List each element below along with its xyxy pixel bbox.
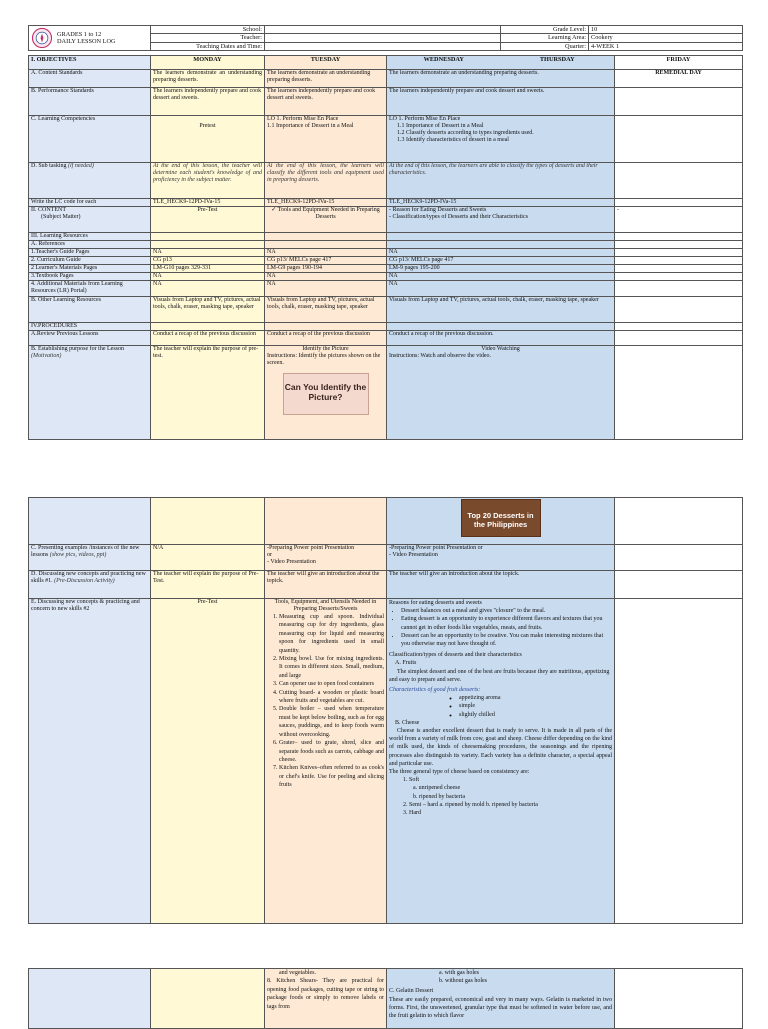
grade-level-value[interactable]: 10 [589, 26, 743, 34]
presenting-tue: -Preparing Power point Presentation or - Video Presentation [265, 545, 387, 571]
teacher-label: Teacher: [151, 34, 265, 42]
quarter-label: Quarter: [501, 42, 589, 50]
pretest-label: Pretest [199, 123, 216, 130]
other-resources-label: B. Other Learning Resources [29, 297, 151, 323]
lesson-table-3 [28, 968, 743, 1029]
lc-code-tue: TLE_HECK9-12PD-IVa-15 [265, 199, 387, 207]
list-item: • Dessert balances out a meal and gives "closure" to the meal. [401, 607, 612, 615]
lm-label: 2 Learner's Materials Pages [29, 265, 151, 273]
learning-area-label: Learning Area: [501, 34, 589, 42]
content-fri: - [615, 207, 743, 233]
cg-label: 2. Curriculum Guide [29, 257, 151, 265]
subtasking-mon: At the end of this lesson, the teacher will determine each student's knowledge of and proficiency in the subject matter. [151, 163, 265, 199]
list-item: • Eating dessert is an opportunity to experience different flavors and textures that you cannot get in other foods like vegetables, meats, and fruits. [401, 615, 612, 631]
list-item: 1. Measuring cup and spoon. Individual measuring cup for dry ingredients, glass measuring cup for liquid and measuring spoon for ingredients used in small quantity. [279, 613, 384, 655]
purpose-wed: Video Watching Instructions: Watch and observe the video. [387, 346, 615, 440]
quarter-value[interactable]: 4-WEEK 1 [589, 42, 743, 50]
tuesday-heading: TUESDAY [265, 56, 387, 70]
resources-label: III. Learning Resources [29, 233, 151, 241]
subtasking-label: D. Sub tasking (if needed) [29, 163, 151, 199]
performance-standards-mon: The learners independently prepare and cook dessert and sweets. [151, 88, 265, 116]
lr-portal-label: 4. Additional Materials from Learning Resources (LR) Portal) [29, 281, 151, 297]
page-3 [28, 968, 742, 1029]
list-item: 4. Cutting board- a wooden or plastic board where fruits and vegetables are cut. [279, 689, 384, 706]
content-standards-label: A. Content Standards [29, 70, 151, 88]
lesson-table-2: Top 20 Desserts in the Philippines C. Presenting examples /instances of the new lessons (show pics, videos, ppt) N/A -Preparing Power point Presentation or - Video Presentation -Preparing Power point Presentation or - Video Presentation D. Discussing new concepts and practicing new skills #1. (Pre-Discussion Activity) The teacher will explain the purpose of Pre-Test. The teacher will give an introduction about the topick. The teacher will give an introduction about the topick. E. Discussing new concepts & practicing and concern to new skills #2 Pre-Test Tools, Equipment, and Utensils Needed in Preparing Desserts/Sweets 1. Measuring cup and spoon. Individual measuring cup for dry ingredients, glass measuring cup for liquid and measuring spoon for ingredients used in small quantity. 2. Mixing bowl. Use for mixing ingredients. It comes in different sizes. Small, medium, and large 3. Can opener use to open food containers 4. Cutting board- a wooden or plastic board where fruits and vegetables are cut. 5. Double boiler – used when temperature must be kept below boiling, such as for egg sauces, puddings, and to keep foods warm without overcooking. 6. Grater– used to grate, shred, slice and separate foods such as carrots, cabbage and cheese. 7. Kitchen Knives–often referred to as cook's or chef's knife. Use for peeling and slicing fruits Reasons for eating desserts and sweets • Dessert balances out a meal and gives "closure" to the meal. • Eating dessert is an opportunity to experience different flavors and textures that you cannot get in other foods like vegetables, meats, and fruits. • Dessert can be an opportunity to be creative. You can make interesting mixtures that you otherwise may not have thought of. Classification/types of desserts and their characteristics A. Fruits The simplest dessert and one of the best are fruits because they are nutritious, appetizing and easy to prepare and serve. Characteristics of good fruit desserts: ◦ appetizing aroma ◦ simple ◦ slightly chilled B. Cheese Cheese is another excellent dessert that is ready to serve. It is made in all parts of the world from a variety of milk from cow, goat and sheep. Cheese differ depending on the kind of milk used, the kinds of cheesemaking procedures, the seasonings and the ripening processes also distinguish its variety. Each variety has a definite character, a special appeal and particular use. The three general type of cheese based on consistency are: 1. Soft a. unripened cheese b. ripened by bacteria 2. Semi – hard a. ripened by mold b. ripened by bacteria 3. Hard [28, 497, 743, 924]
list-item: • Dessert can be an opportunity to be creative. You can make interesting mixtures that you otherwise may not have thought of. [401, 632, 612, 648]
list-item: 6. Grater– used to grate, shred, slice and separate foods such as carrots, cabbage and cheese. [279, 739, 384, 764]
lc-code-wed: TLE_HECK9-12PD-IVa-15 [387, 199, 615, 207]
tg-label: 1.Teacher's Guide Pages [29, 249, 151, 257]
dates-value[interactable] [265, 42, 501, 50]
presenting-label: C. Presenting examples /instances of the new lessons (show pics, videos, ppt) [29, 545, 151, 571]
school-label: School: [151, 26, 265, 34]
friday-heading [615, 56, 743, 70]
learning-area-value[interactable]: Cookery [589, 34, 743, 42]
top-desserts-image: Top 20 Desserts in the Philippines [461, 499, 541, 537]
content-standards-tue: The learners demonstrate an understanding preparing desserts. [265, 70, 387, 88]
grade-level-label: Grade Level: [501, 26, 589, 34]
teacher-value[interactable] [265, 34, 501, 42]
content-standards-mon: The learners demonstrate an understanding preparing desserts. [151, 70, 265, 88]
page3-tue: and vegetables. 8. Kitchen Shears- They are practical for opening food packages, cutting tape or string to package foods or simply to remove labels or tags from [265, 969, 387, 1029]
friday-label: FRIDAY [666, 56, 691, 64]
page-2 [28, 497, 742, 924]
deped-seal-icon [31, 27, 53, 49]
remedial-day-label: REMEDIAL DAY [615, 70, 743, 88]
page-1 [28, 25, 742, 440]
competencies-tue [265, 116, 387, 163]
list-item: 3. Can opener use to open food containers [279, 680, 384, 688]
wed-thu-heading [387, 56, 615, 70]
competency-lo1: LO 1. Perform Mise En Place [267, 116, 339, 123]
subtasking-wed: At the end of this lesson, the learners are able to classify the types of desserts and their characteristics. [387, 163, 615, 199]
purpose-tue: Identify the Picture Instructions: Identify the pictures shown on the screen. Can You Identify the Picture? [265, 346, 387, 440]
discuss1-label: D. Discussing new concepts and practicing new skills #1. (Pre-Discussion Activity) [29, 571, 151, 599]
discuss2-mon: Pre-Test [151, 599, 265, 924]
thursday-heading: THURSDAY [539, 56, 575, 64]
top-desserts-cell [387, 498, 615, 545]
log-title: DAILY LESSON LOG [57, 38, 116, 45]
content-label: II. CONTENT (Subject Matter) [29, 207, 151, 233]
objectives-heading: I. OBJECTIVES [29, 56, 151, 70]
list-item: 2. Mixing bowl. Use for mixing ingredients. It comes in different sizes. Small, medium, and large [279, 655, 384, 680]
header-logo-cell [29, 26, 151, 51]
purpose-label: B. Establishing purpose for the Lesson (Motivation) [29, 346, 151, 440]
competency-lo1: LO 1. Perform Mise En Place [389, 116, 461, 123]
subtasking-tue: At the end of this lesson, the learners will classify the different tools and equipment used in preparing desserts. [265, 163, 387, 199]
school-value[interactable] [265, 26, 501, 34]
competencies-mon [151, 116, 265, 163]
page3-wed: a. with gas holes b. without gas holes C. Gelatin Dessert These are easily prepared, economical and very in many ways. Gelatin is marketed in two forms. First, the unsweetened, granular type that must be softened in water before use, and the fruit gelatin to which flavor [387, 969, 615, 1029]
presenting-wed: -Preparing Power point Presentation or - Video Presentation [387, 545, 615, 571]
textbook-label: 3.Textbook Pages [29, 273, 151, 281]
identify-picture-image: Can You Identify the Picture? [283, 373, 369, 415]
references-label: A. References [29, 241, 151, 249]
competencies-label: C. Learning Competencies [29, 116, 151, 163]
header-table [28, 25, 743, 51]
discuss2-wed: Reasons for eating desserts and sweets • Dessert balances out a meal and gives "closure" to the meal. • Eating dessert is an opportunity to experience different flavors and textures that you cannot get in other foods like vegetables, meats, and fruits. • Dessert can be an opportunity to be creative. You can make interesting mixtures that you otherwise may not have thought of. Classification/types of desserts and their characteristics A. Fruits The simplest dessert and one of the best are fruits because they are nutritious, appetizing and easy to prepare and serve. Characteristics of good fruit desserts: ◦ appetizing aroma ◦ simple ◦ slightly chilled B. Cheese Cheese is another excellent dessert that is ready to serve. It is made in all parts of the world from a variety of milk from cow, goat and sheep. Cheese differ depending on the kind of milk used, the kinds of cheesemaking procedures, the seasonings and the ripening processes also distinguish its variety. Each variety has a definite character, a special appeal and particular use. The three general type of cheese based on consistency are: 1. Soft a. unripened cheese b. ripened by bacteria 2. Semi – hard a. ripened by mold b. ripened by bacteria 3. Hard [387, 599, 615, 924]
lc-code-mon: TLE_HECK9-12PD-IVa-15 [151, 199, 265, 207]
lc-code-label: Write the LC code for each [29, 199, 151, 207]
reasons-list [389, 607, 612, 648]
performance-standards-tue: The learners independently prepare and cook dessert and sweets. [265, 88, 387, 116]
competency-1-2: 1.2 Classify desserts according to types ingredients used. [397, 130, 534, 137]
content-tue: ✓ Tools and Equipment Needed in Preparing Desserts [265, 207, 387, 233]
tools-list [267, 613, 384, 790]
list-item: ◦ simple [459, 702, 612, 710]
content-wed: - Reason for Eating Desserts and Sweets - Classification/types of Desserts and their Characteristics [387, 207, 615, 233]
discuss2-tue: Tools, Equipment, and Utensils Needed in Preparing Desserts/Sweets 1. Measuring cup and spoon. Individual measuring cup for dry ingredients, glass measuring cup for liquid and measuring spoon for ingredients used in small quantity. 2. Mixing bowl. Use for mixing ingredients. It comes in different sizes. Small, medium, and large 3. Can opener use to open food containers 4. Cutting board- a wooden or plastic board where fruits and vegetables are cut. 5. Double boiler – used when temperature must be kept below boiling, such as for egg sauces, puddings, and to keep foods warm without overcooking. 6. Grater– used to grate, shred, slice and separate foods such as carrots, cabbage and cheese. 7. Kitchen Knives–often referred to as cook's or chef's knife. Use for peeling and slicing fruits [265, 599, 387, 924]
monday-heading: MONDAY [151, 56, 265, 70]
wednesday-heading: WEDNESDAY [423, 56, 464, 64]
list-item: 5. Double boiler – used when temperature must be kept below boiling, such as for egg sauces, puddings, and to keep foods warm without overcooking. [279, 705, 384, 739]
competency-1-3: 1.3 Identify characteristics of dessert in a meal [397, 137, 509, 144]
content-standards-wed: The learners demonstrate an understanding preparing desserts. [387, 70, 615, 88]
characteristics-list [389, 694, 612, 719]
grades-title: GRADES 1 to 12 [57, 30, 102, 38]
lesson-table-1: I. OBJECTIVES MONDAY TUESDAY WEDNESDAY THURSDAY FRIDAY A. Content Standards The learners demonstrate an understanding preparing desserts. The learners demonstrate an understanding preparing desserts. The learners demonstrate an understanding preparing desserts. REMEDIAL DAY B. Performance Standards The learners independently prepare and cook dessert and sweets. The learners independently prepare and cook dessert and sweets. The learners independently prepare and cook dessert and sweets. C. Learning Competencies Pretest LO 1. Perform Mise En Place 1.1 Importance of Dessert in a Meal LO 1. Perform Mise En Place 1.1 Importance of Dessert in a Meal 1.2 Classify desserts according to types ingredients used. 1.3 Identify characteristics of dessert in a meal D. Sub tasking (if needed) At the end of this lesson, the teacher will determine each student's knowledge of and proficiency in the subject matter. At the end of this lesson, the learners will classify the different tools and equipment used in preparing desserts. At the end of this lesson, the learners are able to classify the types of desserts and their characteristics. Write the LC code for each TLE_HECK9-12PD-IVa-15 TLE_HECK9-12PD-IVa-15 TLE_HECK9-12PD-IVa-15 II. CONTENT (Subject Matter) Pre-Test ✓ Tools and Equipment Needed in Preparing Desserts - Reason for Eating Desserts and Sweets - Classification/types of Desserts and their Characteristics - III. Learning Resources A. References 1.Teacher's Guide Pages NA NA NA 2. Curriculum Guide CG p13 CG p13/ MELCs page 417 CG p13/ MELCs page 417 2 Learner's Materials Pages LM-G10 pages 329-331 LM-G9 pages 190-194 LM-9 pages 195-200 3.Textbook Pages NA NA NA 4. Additional Materials from Learning Resources (LR) Portal) NA NA NA B. Other Learning Resources Visuals from Laptop and TV, pictures, actual tools, chalk, eraser, masking tape, speaker Visuals from Laptop and TV, pictures, actual tools, chalk, eraser, masking tape, speaker Visuals from Laptop and TV, pictures, actual tools, chalk, eraser, masking tape, speaker IV.PROCEDURES A.Review Previous Lessons Conduct a recap of the previous discussion Conduct a recap of the previous discussion Conduct a recap of the previous discussion. B. Establishing purpose for the Lesson (Motivation) The teacher will explain the purpose of pre-test. Identify the Picture Instructions: Identify the pictures shown on the screen. Can You Identify the Picture? Video Watching Instructions: Watch and observe the video. [28, 55, 743, 440]
review-label: A.Review Previous Lessons [29, 331, 151, 346]
discuss2-label: E. Discussing new concepts & practicing and concern to new skills #2 [29, 599, 151, 924]
competency-1-1: 1.1 Importance of Dessert in a Meal [397, 123, 484, 130]
list-item: ◦ slightly chilled [459, 711, 612, 719]
competency-1-1: 1.1 Importance of Dessert in a Meal [267, 123, 354, 130]
competencies-wed [387, 116, 615, 163]
performance-standards-wed: The learners independently prepare and cook dessert and sweets. [387, 88, 615, 116]
list-item: 7. Kitchen Knives–often referred to as cook's or chef's knife. Use for peeling and slicing fruits [279, 764, 384, 789]
dates-label: Teaching Dates and Time: [151, 42, 265, 50]
content-mon: Pre-Test [151, 207, 265, 233]
list-item: ◦ appetizing aroma [459, 694, 612, 702]
procedures-label: IV.PROCEDURES [29, 323, 151, 331]
performance-standards-label: B. Performance Standards [29, 88, 151, 116]
